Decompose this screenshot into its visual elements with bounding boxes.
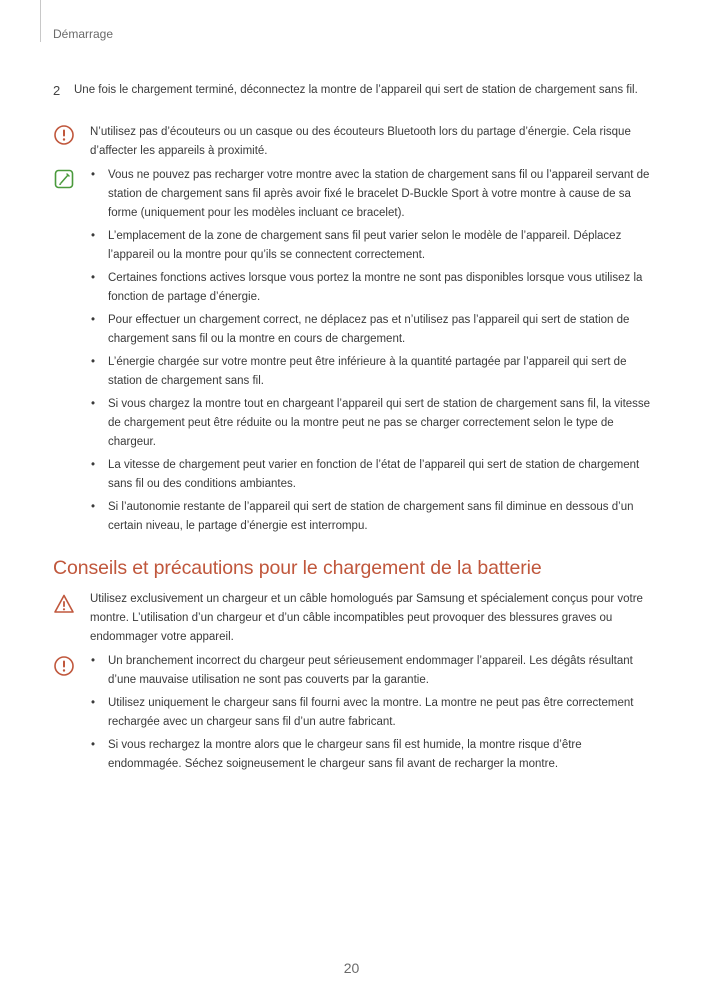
caution-icon bbox=[53, 124, 75, 146]
page-number: 20 bbox=[343, 960, 360, 976]
margin-line bbox=[40, 0, 41, 42]
step-number: 2 bbox=[53, 83, 61, 98]
bullet: • bbox=[91, 459, 96, 471]
step-text: Une fois le chargement terminé, déconnectez la montre de l’appareil qui sert de station de chargement sans fil. bbox=[74, 84, 638, 96]
bullet: • bbox=[91, 655, 96, 667]
list-item bbox=[90, 652, 652, 690]
caution-list bbox=[90, 652, 652, 778]
list-item bbox=[90, 456, 652, 494]
list-item bbox=[90, 498, 652, 536]
list-item bbox=[90, 353, 652, 391]
list-item bbox=[90, 311, 652, 349]
warning-icon bbox=[53, 593, 75, 615]
section-heading: Conseils et précautions pour le chargement de la batterie bbox=[53, 557, 542, 579]
list-item bbox=[90, 227, 652, 265]
list-item-text: La vitesse de chargement peut varier en fonction de l’état de l’appareil qui sert de station de chargement sans fil ou des conditions ambiantes. bbox=[108, 459, 640, 490]
bullet: • bbox=[91, 314, 96, 326]
caution-text: N’utilisez pas d’écouteurs ou un casque ou des écouteurs Bluetooth lors du partage d’énergie. Cela risque d’affecter les appareils à proximité. bbox=[90, 126, 631, 157]
caution-icon bbox=[53, 655, 75, 677]
section-label: Démarrage bbox=[53, 27, 114, 41]
list-item-text: Certaines fonctions actives lorsque vous portez la montre ne sont pas disponibles lorsque vous utilisez la fonction de partage d’énergie. bbox=[108, 272, 643, 303]
bullet: • bbox=[91, 169, 96, 181]
list-item-text: L’énergie chargée sur votre montre peut être inférieure à la quantité partagée par l’appareil qui sert de station de chargement sans fil. bbox=[108, 356, 627, 387]
list-item-text: Vous ne pouvez pas recharger votre montre avec la station de chargement sans fil ou l’appareil servant de station de chargement sans fil après avoir fixé le bracelet D-Buckle Sport à votre montre à cause de sa forme (uniquement pour les modèles incluant ce bracelet). bbox=[108, 169, 650, 219]
list-item bbox=[90, 736, 652, 774]
bullet: • bbox=[91, 356, 96, 368]
note-icon bbox=[53, 168, 75, 190]
bullet: • bbox=[91, 272, 96, 284]
bullet: • bbox=[91, 739, 96, 751]
list-item bbox=[90, 166, 652, 223]
list-item-text: Si vous chargez la montre tout en chargeant l’appareil qui sert de station de chargement sans fil, la vitesse de chargement peut être réduite ou la montre peut ne pas se charger correctement selon le type de chargeur. bbox=[108, 398, 651, 448]
list-item-text: Si vous rechargez la montre alors que le chargeur sans fil est humide, la montre risque d’être endommagée. Séchez soigneusement le chargeur sans fil avant de recharger la montre. bbox=[108, 739, 582, 770]
list-item bbox=[90, 269, 652, 307]
bullet: • bbox=[91, 398, 96, 410]
list-item bbox=[90, 395, 652, 452]
step-2 bbox=[53, 81, 653, 100]
bullet: • bbox=[91, 230, 96, 242]
note-list bbox=[90, 166, 652, 540]
list-item-text: Un branchement incorrect du chargeur peut sérieusement endommager l’appareil. Les dégâts résultant d’une mauvaise utilisation ne sont pas couverts par la garantie. bbox=[108, 655, 633, 686]
list-item-text: Si l’autonomie restante de l’appareil qui sert de station de chargement sans fil diminue en dessous d’un certain niveau, le partage d’énergie est interrompu. bbox=[108, 501, 634, 532]
list-item-text: Pour effectuer un chargement correct, ne déplacez pas et n’utilisez pas l’appareil qui sert de station de chargement sans fil ou la montre en cours de chargement. bbox=[108, 314, 630, 345]
bullet: • bbox=[91, 501, 96, 513]
bullet: • bbox=[91, 697, 96, 709]
list-item-text: L’emplacement de la zone de chargement sans fil peut varier selon le modèle de l’appareil. Déplacez l’appareil ou la montre pour qu’ils se connectent correctement. bbox=[108, 230, 622, 261]
warning-text: Utilisez exclusivement un chargeur et un câble homologués par Samsung et spécialement conçus pour votre montre. L’utilisation d’un chargeur et d’un câble incompatibles peut provoquer des blessures graves ou endommager votre appareil. bbox=[90, 593, 643, 643]
list-item-text: Utilisez uniquement le chargeur sans fil fourni avec la montre. La montre ne peut pas être correctement rechargée avec un chargeur sans fil d’un autre fabricant. bbox=[108, 697, 634, 728]
list-item bbox=[90, 694, 652, 732]
